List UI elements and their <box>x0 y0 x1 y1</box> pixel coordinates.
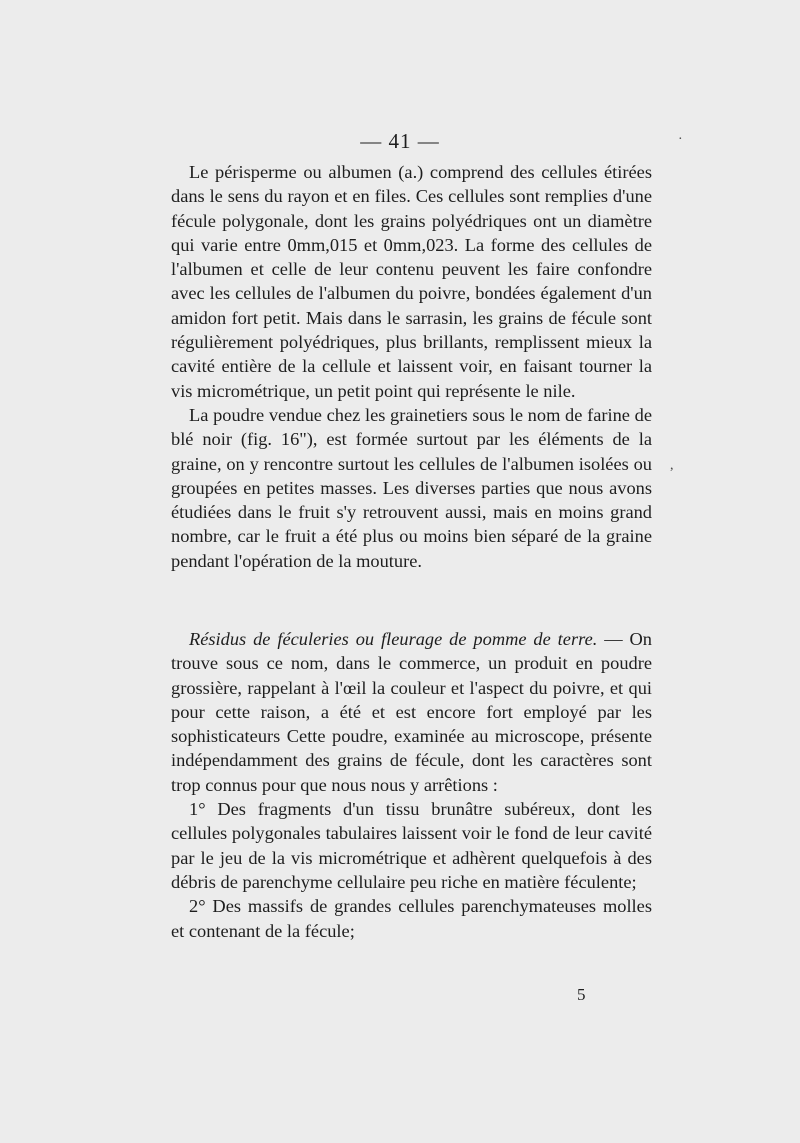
text-block-upper <box>171 160 652 573</box>
paragraph-residus-feculeries <box>171 627 652 797</box>
paragraph-residus-text: — On trouve sous ce nom, dans le commerce, un produit en poudre grossière, rappelant à l'œil la couleur et l'aspect du poivre, et qui pour cette raison, a été et est encore fort employé par les sophisticateurs Cette poudre, examinée au microscope, présente indépendamment des grains de fécule, dont les caractères sont trop connus pour que nous nous y arrêtions : <box>171 629 653 795</box>
stray-comma-mark: , <box>670 458 674 473</box>
paragraph-item-2: 2° Des massifs de grandes cellules parenchymateuses molles et contenant de la fécule; <box>171 896 652 941</box>
paragraph-item-1: 1° Des fragments d'un tissu brunâtre subéreux, dont les cellules polygonales tabulaires laissent voir le fond de leur cavité par le jeu de la vis micrométrique et adhèrent quelquefois à des débris de parenchyme cellulaire peu riche en matière féculente; <box>171 799 652 892</box>
signature-mark: 5 <box>577 985 586 1004</box>
text-block-lower <box>171 627 652 943</box>
page-number: — 41 — <box>360 129 440 153</box>
paragraph-albumen: Le périsperme ou albumen (a.) comprend des cellules étirées dans le sens du rayon et en files. Ces cellules sont remplies d'une fécule polygonale, dont les grains polyédriques ont un diamètre qui varie entre 0mm,015 et 0mm,023. La forme des cellules de l'albumen et celle de leur contenu peuvent les faire confondre avec les cellules de l'albumen du poivre, bondées également d'un amidon fort petit. Mais dans le sarrasin, les grains de fécule sont régulièrement polyédriques, plus brillants, remplissent mieux la cavité entière de la cellule et laissent voir, en faisant tourner la vis micrométrique, un petit point qui représente le nile. <box>171 162 652 401</box>
stray-dot-mark: · <box>678 132 683 147</box>
paragraph-farine-ble-noir: La poudre vendue chez les grainetiers sous le nom de farine de blé noir (fig. 16"), est formée surtout par les éléments de la graine, on y rencontre surtout les cellules de l'albumen isolées ou groupées en petites masses. Les diverses parties que nous avons étudiées dans le fruit s'y retrouvent aussi, mais en moins grand nombre, car le fruit a été plus ou moins bien séparé de la graine pendant l'opération de la mouture. <box>171 404 652 571</box>
section-heading: Résidus de féculeries ou fleurage de pomme de terre. <box>189 629 598 649</box>
